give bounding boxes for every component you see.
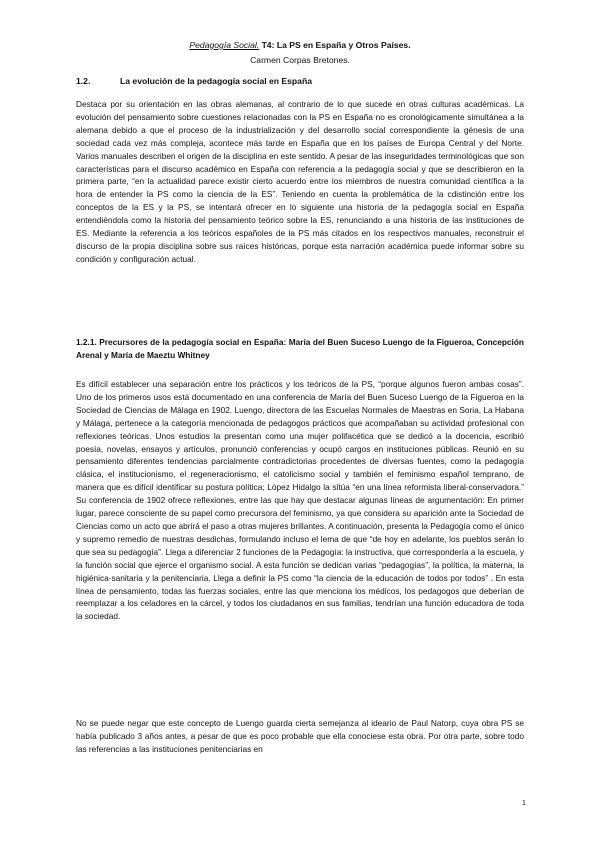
- section-heading: [76, 76, 312, 87]
- paragraph-text: Es difícil establecer una separación entre los prácticos y los teóricos de la PS, “porque algunos fueron ambas cosas”. Uno de los primeros usos está documentado en una conferencia de María del Buen Suceso Luengo de la Figueroa en la Sociedad de Ciencias de Málaga en 1902. Luengo, directora de las Escuelas Normales de Maestras en Soria, La Habana y Málaga, pertenece a la categoría mencionada de pedagogos prácticos que acompañaban su actividad profesional con reflexiones teóricas. Unos estudios la presentan como una mujer polifacética que se dedicó a la docencia, escribió poesía, novelas, ensayos y artículos, pronunció conferencias y ocupó cargos en instituciones públicas. Reunió en su pensamiento diferentes tendencias parcialmente contradictorias procedentes de diversas fuentes, como la pedagogía clásica, el institucionismo, el regeneracionismo, el catolicismo social y también el feminismo español temprano, de manera que es difícil identificar su postura política; López Hidalgo la sitúa “en una línea reformista liberal-conservadora.” Su conferencia de 1902 ofrece reflexiones, entre las que hay que destacar algunas líneas de argumentación: En primer lugar, parece consciente de su papel como precursora del feminismo, ya que considera su aparición ante la Sociedad de Ciencias como un acto que abrirá el paso a otras mujeres brillantes. A continuación, presenta la Pedagogía como el único y supremo remedio de nuestras desdichas, formulando incluso el lema de que “de hoy en adelante, los pueblos serán lo que sea su pedagogía”. Llega a diferenciar 2 funciones de la Pedagogía: la instructiva, que correspondería a la escuela, y la función social que ejerce el organismo social. A esta función se dedican varias “pedagogías”, la política, la materna, la higiénica-sanitaria y la penitenciaria. Llega a definir la PS como “la ciencia de la educación de todos por todos” . En esta línea de pensamiento, todas las fuerzas sociales, entre las que menciona los médicos, los pedagogos que deberían de reemplazar a los celadores en la cárcel, y todos los ciudadanos en sus familias, tendrían una función educadora de toda la sociedad.: [76, 379, 524, 622]
- paragraph-text: No se puede negar que este concepto de Luengo guarda cierta semejanza al ideario de Paul Natorp, cuya obra PS se había publicado 3 años antes, a pesar de que es poco probable que ella conociese esta obra. Por otra parte, sobre todo las referencias a las instituciones penitenciarias en: [76, 718, 524, 754]
- course-name: Pedagogía Social.: [189, 40, 260, 50]
- section-number: 1.2.: [76, 76, 91, 86]
- paragraph-text: Destaca por su orientación en las obras alemanas, al contrario de lo que sucede en otras culturas académicas. La evolución del pensamiento sobre cuestiones relacionadas con la PS en España no es cronológicamente simultánea a la alemana debido a que el proceso de la industrialización y del desarrollo social correspondiente la génesis de una sociedad cada vez más compleja, acontece más tarde en España que en los países de Europa Central y del Norte. Varios manuales describen el origen de la disciplina en este sentido. A pesar de las inseguridades terminológicas que son características para el discurso académico en España con referencia a la pedagogía social y que se describieron en la primera parte, “en la actualidad parece existir cierto acuerdo entre los miembros de nuestra comunidad científica a la hora de entender la PS como la ciencia de la ES”. Teniendo en cuenta la problemática de la cdistinción entre los conceptos de la ES y la PS, se intentará ofrecer en lo siguiente una historia de la pedagogía social en España entendiéndola como la historia del pensamiento teórico sobre la ES, renunciando a una historia de las instituciones de ES. Mediante la referencia a los teóricos españoles de la PS más citados en los respectivos manuales, reconstruir el discurso de la propia disciplina sobre sus raíces históricas, porque esta narración académica puede informar sobre su condición y configuración actual.: [76, 99, 524, 264]
- section-title: La evolución de la pedagogía social en España: [120, 76, 312, 86]
- document-header: [0, 40, 600, 51]
- topic-title: La PS en España y Otros Países.: [276, 40, 411, 50]
- subsection-heading: 1.2.1. Precursores de la pedagogía social en España: María del Buen Suceso Luengo de la Figueroa, Concepción Arenal y María de Maeztu Whitney: [76, 337, 524, 360]
- page-number: 1: [522, 800, 526, 807]
- paragraph-3: [76, 717, 524, 756]
- paragraph-1: [76, 98, 524, 266]
- author-name: Carmen Corpas Bretones.: [250, 55, 350, 65]
- paragraph-2: [76, 378, 524, 623]
- topic-label: T4:: [261, 40, 275, 50]
